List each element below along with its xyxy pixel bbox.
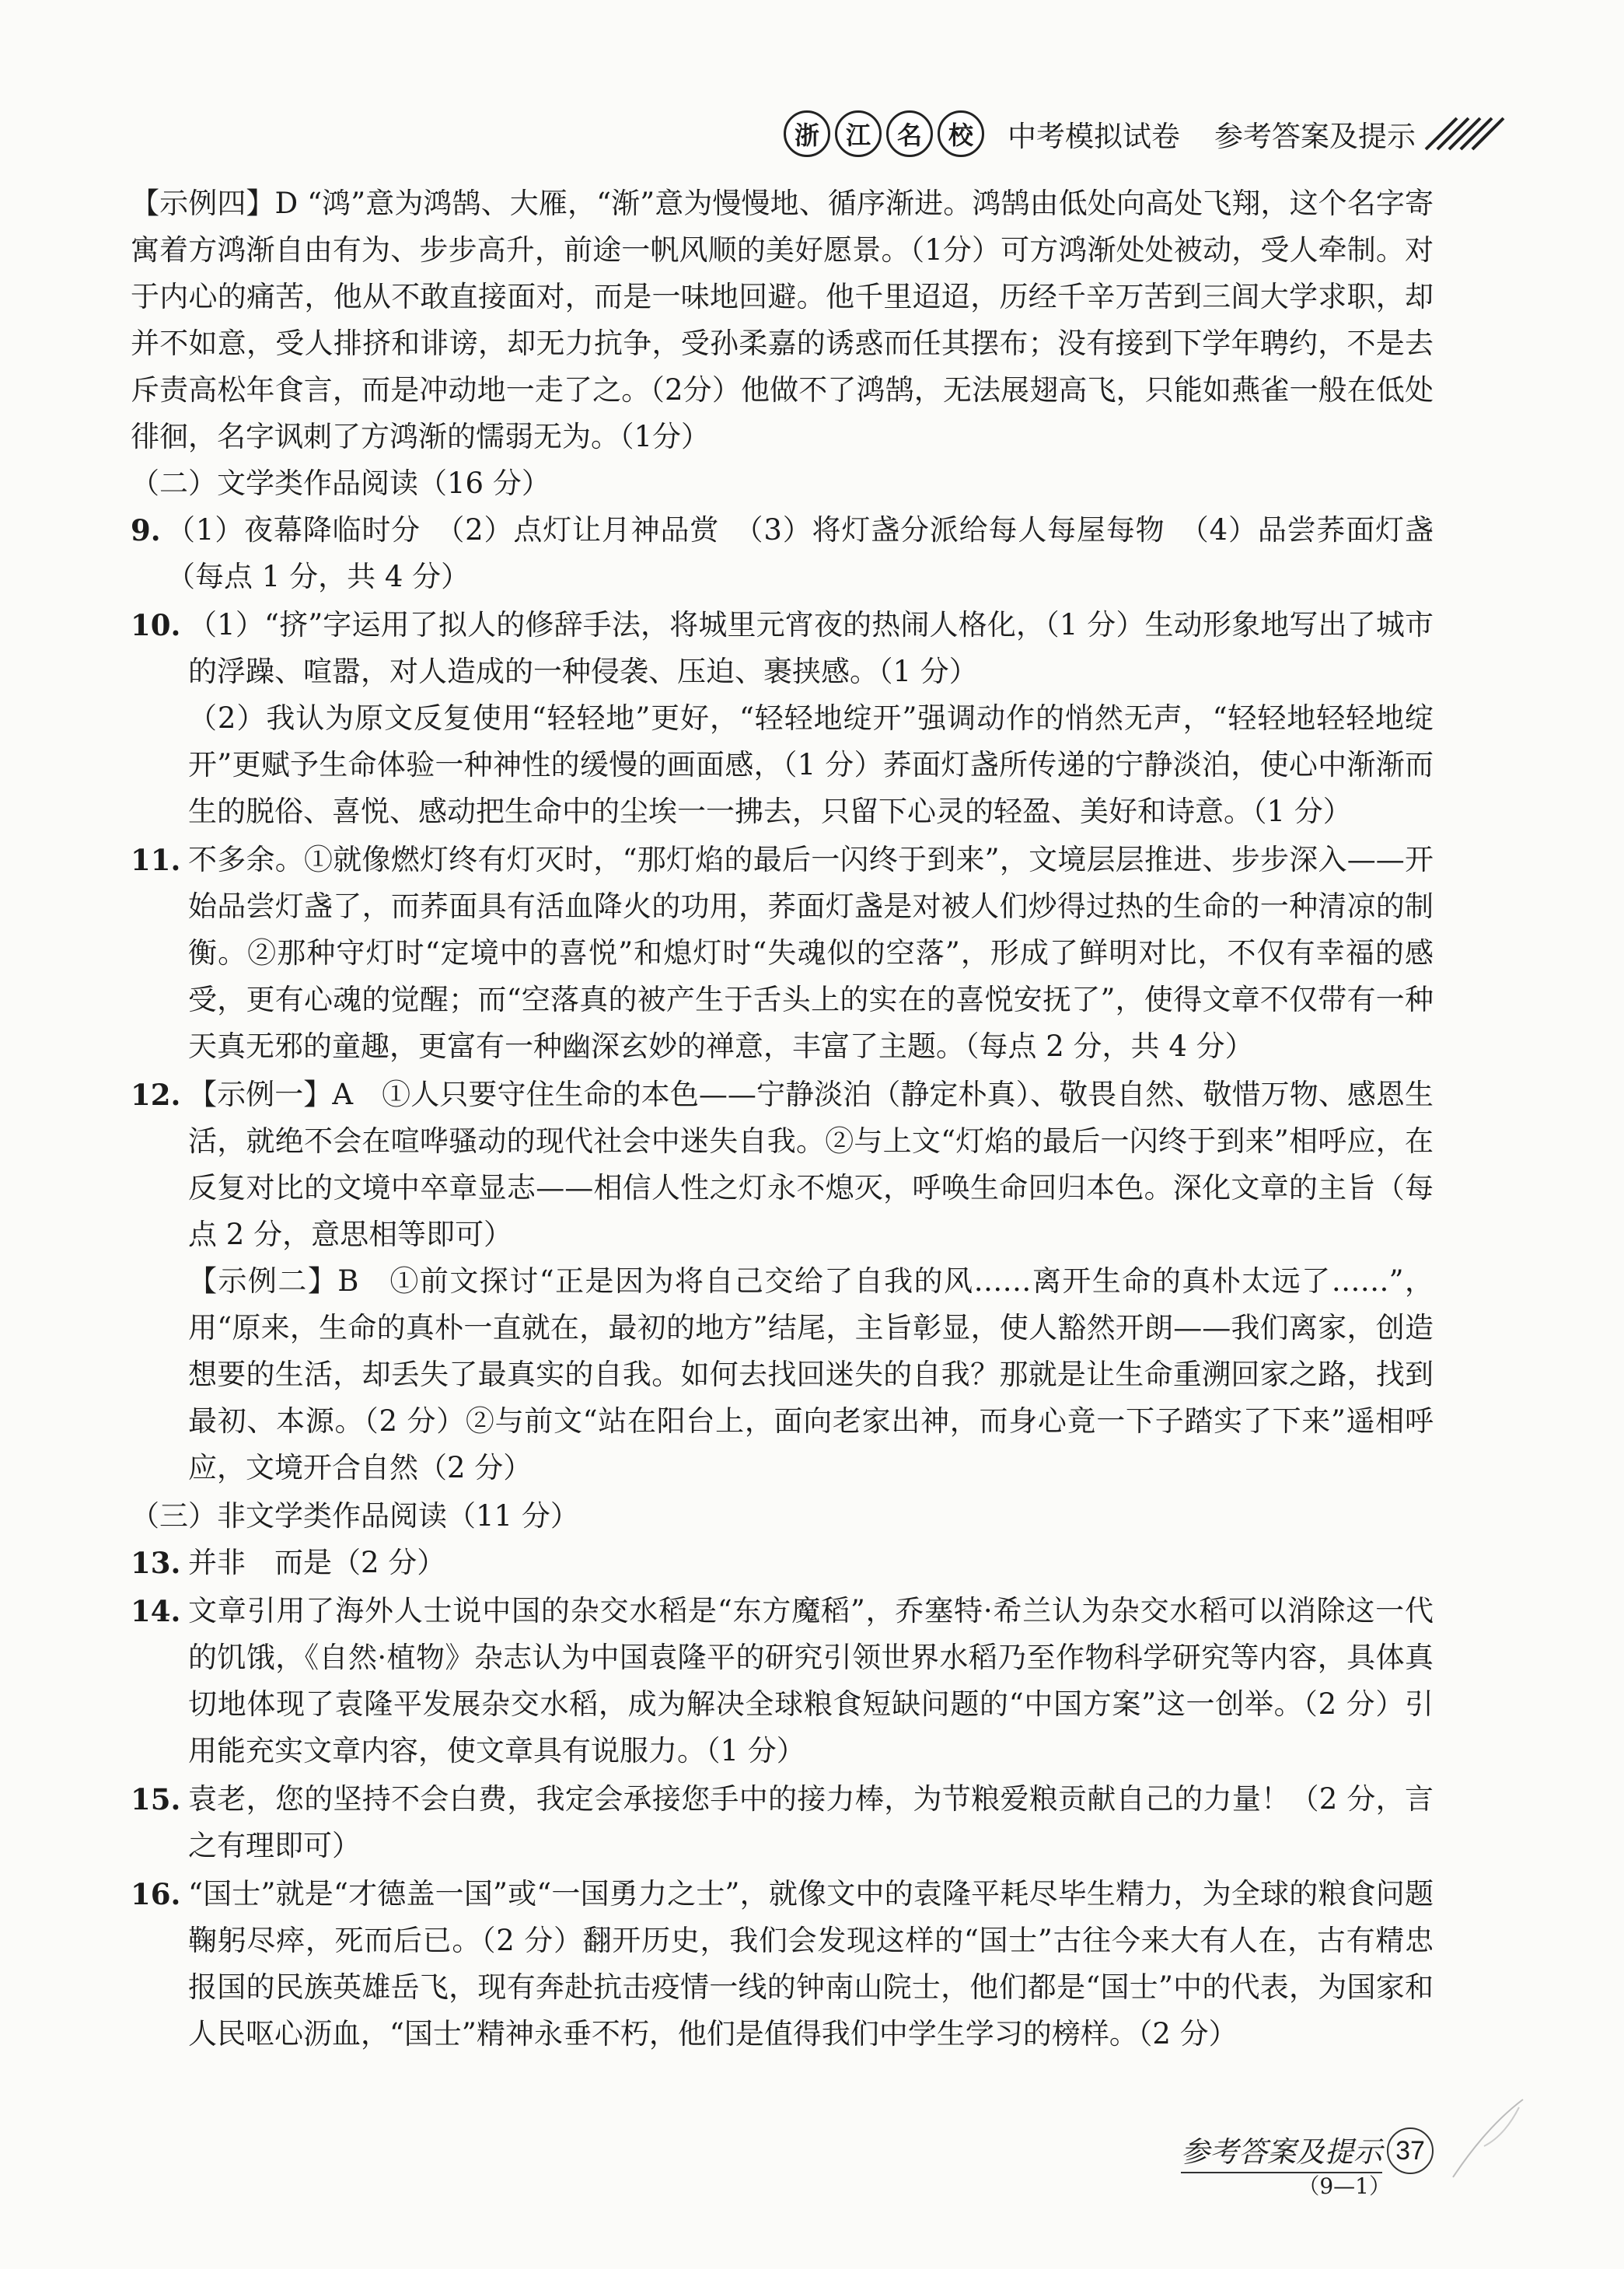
footer-label: 参考答案及提示 [1181,2128,1382,2173]
question-11 [131,837,1434,1070]
question-16 [131,1871,1434,2057]
question-12 [131,1072,1434,1491]
question-9 [131,507,1434,600]
header-subtitle: 参考答案及提示 [1214,120,1416,153]
question-number: 11. [131,843,181,877]
leaf-decoration-icon [1437,2092,1531,2185]
question-number: 13. [131,1546,181,1580]
page-footer [1181,2127,1434,2174]
answer-text: 袁老，您的坚持不会白费，我定会承接您手中的接力棒，为节粮爱粮贡献自己的力量！（2 分，言之有理即可） [188,1782,1434,1862]
answer-text: 不多余。①就像燃灯终有灯灭时，“那灯焰的最后一闪终于到来”，文境层层推进、步步深入——开始品尝灯盏了，而荞面具有活血降火的功用，荞面灯盏是对被人们炒得过热的生命的一种清凉的制衡。②那种守灯时“定境中的喜悦”和熄灯时“失魂似的空落”，形成了鲜明对比，不仅有幸福的感受，更有心魂的觉醒；而“空落真的被产生于舌头上的实在的喜悦安抚了”，使得文章不仅带有一种天真无邪的童趣，更富有一种幽深玄妙的禅意，丰富了主题。（每点 2 分，共 4 分） [188,843,1434,1063]
answer-content [131,180,1434,2059]
answer-text: （1）夜幕降临时分 （2）点灯让月神品赏 （3）将灯盏分派给每人每屋每物 （4）品尝荞面灯盏（每点 1 分，共 4 分） [166,513,1434,593]
seal-char: 江 [835,110,882,157]
example4-paragraph: 【示例四】D “鸿”意为鸿鹄、大雁，“渐”意为慢慢地、循序渐进。鸿鹄由低处向高处飞翔，这个名字寄寓着方鸿渐自由有为、步步高升，前途一帆风顺的美好愿景。（1分）可方鸿渐处处被动，受人牵制。对于内心的痛苦，他从不敢直接面对，而是一味地回避。他千里迢迢，历经千辛万苦到三闾大学求职，却并不如意，受人排挤和诽谤，却无力抗争，受孙柔嘉的诱惑而任其摆布；没有接到下学年聘约，不是去斥责高松年食言，而是冲动地一走了之。（2分）他做不了鸿鹄，无法展翅高飞，只能如燕雀一般在低处徘徊，名字讽刺了方鸿渐的懦弱无为。（1分） [131,187,1434,453]
question-number: 10. [131,608,181,642]
answer-text: 并非 而是（2 分） [188,1546,446,1579]
question-number: 9. [131,513,161,547]
section-heading: （三）非文学类作品阅读（11 分） [131,1499,579,1533]
question-number: 16. [131,1877,181,1911]
header-stripes-icon [1422,115,1507,152]
answer-text: 文章引用了海外人士说中国的杂交水稻是“东方魔稻”，乔塞特·希兰认为杂交水稻可以消除这一代的饥饿，《自然·植物》杂志认为中国袁隆平的研究引领世界水稻乃至作物科学研究等内容，具体真切地体现了袁隆平发展杂交水稻，成为解决全球粮食短缺问题的“中国方案”这一创举。（2 分）引用能充实文章内容，使文章具有说服力。（1 分） [188,1594,1434,1767]
question-13 [131,1540,1434,1586]
answer-text: （1）“挤”字运用了拟人的修辞手法，将城里元宵夜的热闹人格化，（1 分）生动形象地写出了城市的浮躁、喧嚣，对人造成的一种侵袭、压迫、裹挟感。（1 分） [188,608,1434,688]
question-number: 12. [131,1078,181,1112]
answer-text: 【示例二】B ①前文探讨“正是因为将自己交给了自我的风……离开生命的真朴太远了……”，用“原来，生命的真朴一直就在，最初的地方”结尾，主旨彰显，使人豁然开朗——我们离家，创造想要的生活，却丢失了最真实的自我。如何去找回迷失的自我？那就是让生命重溯回家之路，找到最初、本源。（2 分）②与前文“站在阳台上，面向老家出神，而身心竟一下子踏实了下来”遥相呼应，文境开合自然（2 分） [188,1264,1434,1484]
answer-text: （2）我认为原文反复使用“轻轻地”更好，“轻轻地绽开”强调动作的悄然无声，“轻轻地轻轻地绽开”更赋予生命体验一种神性的缓慢的画面感，（1 分）荞面灯盏所传递的宁静淡泊，使心中渐渐而生的脱俗、喜悦、感动把生命中的尘埃一一拂去，只留下心灵的轻盈、美好和诗意。（1 分） [188,701,1434,828]
question-14 [131,1588,1434,1774]
answer-text: 【示例一】A ①人只要守住生命的本色——宁静淡泊（静定朴真）、敬畏自然、敬惜万物、感恩生活，就绝不会在喧哗骚动的现代社会中迷失自我。②与上文“灯焰的最后一闪终于到来”相呼应，在反复对比的文境中卒章显志——相信人性之灯永不熄灭，呼唤生命回归本色。深化文章的主旨（每点 2 分，意思相等即可） [188,1078,1434,1251]
page-number: 37 [1387,2127,1434,2174]
question-number: 14. [131,1594,181,1628]
answer-text: “国士”就是“才德盖一国”或“一国勇力之士”，就像文中的袁隆平耗尽毕生精力，为全球的粮食问题鞠躬尽瘁，死而后已。（2 分）翻开历史，我们会发现这样的“国士”古往今来大有人在，古有精忠报国的民族英雄岳飞，现有奔赴抗击疫情一线的钟南山院士，他们都是“国士”中的代表，为国家和人民呕心沥血，“国士”精神永垂不朽，他们是值得我们中学生学习的榜样。（2 分） [188,1877,1434,2050]
question-10 [131,602,1434,835]
seal-char: 浙 [784,110,830,157]
question-number: 15. [131,1782,181,1816]
question-15 [131,1776,1434,1869]
seal-char: 校 [938,110,984,157]
page-header [784,110,1416,157]
page-code: （9—1） [1297,2173,1391,2199]
seal-char: 名 [886,110,933,157]
header-title: 中考模拟试卷 [1008,120,1180,153]
section-heading: （二）文学类作品阅读（16 分） [131,467,550,500]
